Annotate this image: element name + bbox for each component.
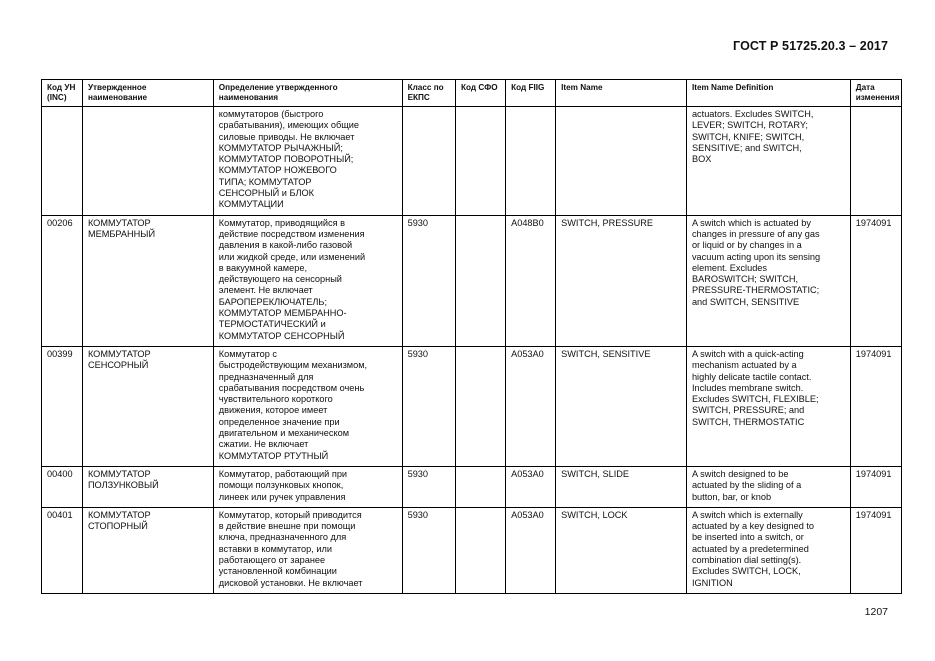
specification-table <box>41 79 902 594</box>
column-header-item-definition: Item Name Definition <box>686 80 850 107</box>
cell-date: 1974091 <box>850 215 901 346</box>
cell-definition: Коммутатор, работающий при помощи ползунковых кнопок, линеек или ручек управления <box>213 466 402 507</box>
cell-sfo <box>456 507 506 593</box>
cell-code: 00206 <box>42 215 83 346</box>
cell-item-definition: A switch with a quick-acting mechanism actuated by a highly delicate tactile contact. Includes membrane switch. Excludes SWITCH, FLEXIBLE; SWITCH, PRESSURE; and SWITCH, THERMOSTATIC <box>686 346 850 466</box>
cell-definition: коммутаторов (быстрого срабатывания), имеющих общие силовые приводы. Не включает КОММУТАТОР РЫЧАЖНЫЙ; КОММУТАТОР ПОВОРОТНЫЙ; КОММУТАТОР НОЖЕВОГО ТИПА; КОММУТАТОР СЕНСОРНЫЙ и БЛОК КОММУТАЦИИ <box>213 107 402 216</box>
column-header-approved-name: Утвержденное наименование <box>82 80 213 107</box>
cell-fiig <box>506 107 556 216</box>
table-row <box>42 107 902 216</box>
cell-item-definition: actuators. Excludes SWITCH, LEVER; SWITCH, ROTARY; SWITCH, KNIFE; SWITCH, SENSITIVE; and SWITCH, BOX <box>686 107 850 216</box>
cell-item-name: SWITCH, SENSITIVE <box>556 346 687 466</box>
column-header-item-name: Item Name <box>556 80 687 107</box>
cell-item-definition: A switch which is actuated by changes in pressure of any gas or liquid or by changes in a vacuum acting upon its sensing element. Excludes BAROSWITCH; SWITCH, PRESSURE-THERMOSTATIC; and SWITCH, SENSITIVE <box>686 215 850 346</box>
cell-fiig: A053A0 <box>506 507 556 593</box>
cell-sfo <box>456 107 506 216</box>
cell-definition: Коммутатор с быстродействующим механизмом, предназначенный для срабатывания посредством очень чувствительного короткого движения, которое имеет определенное значение при двигательном и механическом сжатии. Не включает КОММУТАТОР РТУТНЫЙ <box>213 346 402 466</box>
cell-item-name: SWITCH, SLIDE <box>556 466 687 507</box>
cell-name <box>82 107 213 216</box>
cell-definition: Коммутатор, который приводится в действие внешне при помощи ключа, предназначенного для вставки в коммутатор, или работающего от заранее установленной комбинации дисковой установки. Не включает <box>213 507 402 593</box>
cell-code: 00399 <box>42 346 83 466</box>
table-row <box>42 507 902 593</box>
cell-name: КОММУТАТОР ПОЛЗУНКОВЫЙ <box>82 466 213 507</box>
cell-date <box>850 107 901 216</box>
cell-class: 5930 <box>402 466 455 507</box>
cell-date: 1974091 <box>850 466 901 507</box>
cell-name: КОММУТАТОР МЕМБРАННЫЙ <box>82 215 213 346</box>
cell-name: КОММУТАТОР СТОПОРНЫЙ <box>82 507 213 593</box>
cell-class <box>402 107 455 216</box>
column-header-date: Дата изменения <box>850 80 901 107</box>
cell-item-name: SWITCH, PRESSURE <box>556 215 687 346</box>
cell-fiig: A048B0 <box>506 215 556 346</box>
cell-item-name <box>556 107 687 216</box>
cell-fiig: A053A0 <box>506 346 556 466</box>
column-header-definition: Определение утвержденного наименования <box>213 80 402 107</box>
table-row <box>42 215 902 346</box>
table-header-row <box>42 80 902 107</box>
cell-code <box>42 107 83 216</box>
cell-item-definition: A switch which is externally actuated by a key designed to be inserted into a switch, or actuated by a predetermined combination dial setting(s). Excludes SWITCH, LOCK, IGNITION <box>686 507 850 593</box>
cell-sfo <box>456 215 506 346</box>
table-row <box>42 346 902 466</box>
cell-definition: Коммутатор, приводящийся в действие посредством изменения давления в какой-либо газовой или жидкой среде, или изменений в вакуумной камере, действующего на сенсорный элемент. Не включает БАРОПЕРЕКЛЮЧАТЕЛЬ; КОММУТАТОР МЕМБРАННО- ТЕРМОСТАТИЧЕСКИЙ и КОММУТАТОР СЕНСОРНЫЙ <box>213 215 402 346</box>
cell-item-definition: A switch designed to be actuated by the sliding of a button, bar, or knob <box>686 466 850 507</box>
document-header-title: ГОСТ Р 51725.20.3 – 2017 <box>733 39 888 53</box>
cell-code: 00400 <box>42 466 83 507</box>
cell-name: КОММУТАТОР СЕНСОРНЫЙ <box>82 346 213 466</box>
cell-class: 5930 <box>402 215 455 346</box>
column-header-code: Код УН (INC) <box>42 80 83 107</box>
page-number: 1207 <box>864 606 888 618</box>
column-header-fiig: Код FIIG <box>506 80 556 107</box>
cell-class: 5930 <box>402 507 455 593</box>
cell-code: 00401 <box>42 507 83 593</box>
cell-date: 1974091 <box>850 507 901 593</box>
cell-class: 5930 <box>402 346 455 466</box>
column-header-sfo: Код СФО <box>456 80 506 107</box>
cell-sfo <box>456 346 506 466</box>
cell-item-name: SWITCH, LOCK <box>556 507 687 593</box>
table-row <box>42 466 902 507</box>
column-header-class: Класс по ЕКПС <box>402 80 455 107</box>
cell-fiig: A053A0 <box>506 466 556 507</box>
cell-sfo <box>456 466 506 507</box>
cell-date: 1974091 <box>850 346 901 466</box>
